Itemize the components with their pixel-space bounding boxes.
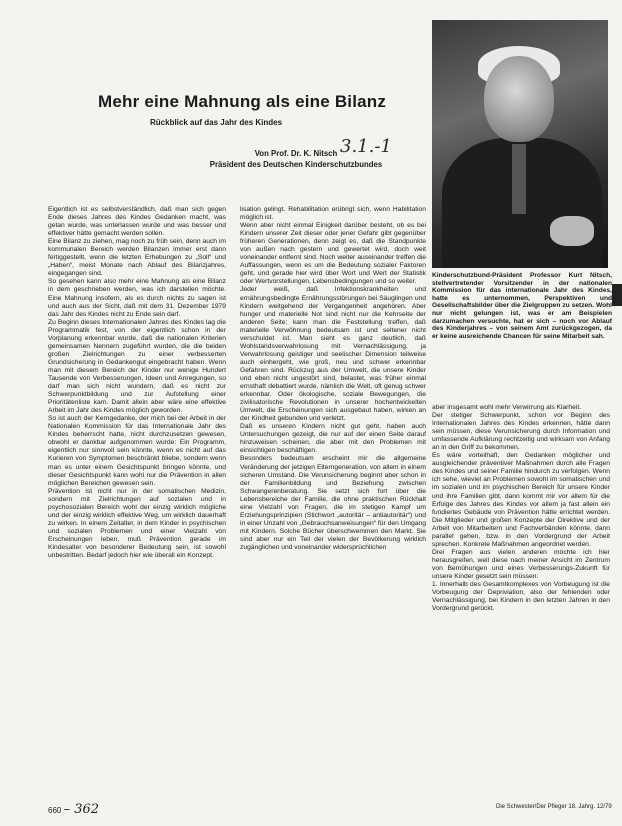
paragraph: Drei Fragen aus vielen anderen möchte ich hier herausgreifen, weil diese nach meiner Ansicht im Zentrum von Bemühungen und eines Verbesserungs-Zukunft für unsere Kinder gesetzt sein müssen: [432,548,610,580]
paragraph: lisation gelingt. Rehabilitation erübrigt sich, wenn Habilitation möglich ist. [240,206,426,222]
photo-head [484,56,554,142]
printed-page-number: 660 [48,806,62,815]
text-column-3 [432,404,610,798]
article-title: Mehr eine Mahnung als eine Bilanz [98,92,387,111]
paragraph: Prävention ist nicht nur in der somatischen Medizin, sondern mit Zielrichtungen auf sozialen und in psychosozialen Bereich wohl der einzig wirklich mögliche und der einzig wirklich effektive Weg, um wirklich dauerhaft zu wirken. In einem Zeitalter, in dem Kinder in psychischen und sozialen Problemen und einer Vielzahl von Erscheinungen leben, muß Prävention gerade im Kindesalter von besonderer Bedeutung sein, ist sowohl unbestritten. Bedarf jedoch hier wie überall ein Konzept. [48,487,226,560]
text-column-1 [48,206,226,800]
page-edge-mark [612,284,622,306]
text-column-2 [240,206,426,800]
paragraph: Eine Bilanz zu ziehen, mag noch zu früh sein, denn auch im kommunalen Bereich werden Bilanzen immer erst dann fertiggestellt, wenn die letzten Erhebungen zu „Soll“ und „Haben“, meist Monate nach Ablauf des Bilanzjahres, eingegangen sind. [48,238,226,278]
paragraph: So gesehen kann also mehr eine Mahnung als eine Bilanz in dem geschrieben werden, was ich darstellen möchte. Eine Mahnung insofern, als es durch nichts zu sagen ist und auch aus der Sicht, daß mit dem 31. Dezember 1979 das Jahr des Kindes nicht zu Ende sein darf. [48,278,226,318]
source-line: Die Schwester/Der Pfleger 18. Jahrg. 12/79 [496,804,612,810]
paragraph: Der stetiger Schwerpunkt, schon vor Beginn des Internationalen Jahres des Kindes erkennen, hätte dann sein müssen, diese Verunsicherung durch Information und umfassende Aufklärung rechtzeitig und wirksam von Anfang an in den Griff zu bekommen. [432,412,610,452]
paragraph: Jeder weiß, daß Infektionskrankheiten und ernährungsbedingte Ernährungsstörungen bei Säuglingen und Kindern weitgehend der Vergangenheit angehören. Aber hunger und materielle Not sind nicht nur die Kehrseite der anderen Seite; kann man die Feststellung treffen, daß materielle Verwöhnung bedeutsam ist und seltener nicht verschuldet ist. Man sieht es ganz deutlich, daß Wohlstandsverwahrlosung mit Vernachlässigung, ja Verwahrlosung geistiger und seelischer Dimension teilweise auch einhergeht, wie groß, neu und schwer erkennbar Gefahren sind. Rückzug aus der Umwelt, die unsere Kinder und eben nicht ungestört sind, belastet, was früher einmal ernsthaft debattiert wurde, nämlich die Welt, oft genug schwer erkennbar. Oder ökologische, soziale Bewegungen, die zivilisatorische Revolutionen in unserer hochentwickelten Umwelt, die Erscheinungen sich ausgebaut haben, wirken an der Kindheit gebunden und verletzt. [240,286,426,423]
paragraph: Zu Beginn dieses Internationalen Jahres des Kindes lag die Programmatik fest, von der eigentlich schon in der Vorplanung erkennbar wurde, daß die nationalen Kriterien gemeinsamen Nennern zugeführt wurden, die die beiden großen Zielrichtungen zu einer verbesserten Grundsicherung in Gedankengut eingebracht haben. Wenn man mit diesem Bereich der Kinder nur wenige Hundert Tausende von Verbesserungen, Ideen und Anregungen, so darf man sich nicht wundern, daß es nicht zur Schwerpunktbildung und zur Aufstellung einer Prioritätenliste kam. Damit allein aber wäre eine effektive Arbeit im Jahr des Kindes möglich geworden. [48,318,226,415]
handwritten-note: 3.1.-1 [340,136,392,157]
paragraph: Daß es unseren Kindern nicht gut geht, haben auch Untersuchungen gezeigt, die nur auf der einen Seite darauf hinzuweisen scheinen, die aber mit den Problemen mit einsichtigen beschäftigen. [240,423,426,455]
paragraph: 1. Innerhalb des Gesamtkomplexes von Vorbeugung ist die Vorbeugung der Depriviation, also der fehlenden oder Vernachlässigung, bei Kindern in den letzten Jahren in den Vordergrund gerückt. [432,581,610,613]
paragraph: Eigentlich ist es selbstverständlich, daß man sich gegen Ende dieses Jahres des Kindes Gedanken macht, was getan wurde, was unterlassen wurde und was besser und effektiver hätte gemacht werden sollen. [48,206,226,238]
photo-hand [550,216,594,246]
paragraph: Besonders bedeutsam erscheint mir die allgemeine Veränderung der jetzigen Elterngeneration, von allem in einem sicheren Umstand. Die Verunsicherung beginnt aber schon in der Familienbildung und Beziehung zwischen Schwangerenberatung. Sie setzt sich fort über die Lebensbereiche der Familie, die ohne praktischen Rückhalt eine Vielzahl von Fragen, die im stetigen Kampf um Erziehungsprinzipien (Stichwort „autoritär – antiautoritär“) und in einer Unzahl von „Gebrauchsanweisungen“ für den Umgang mit Kindern. Solche Bücher überschwemmen den Markt. Sie sind aber nur ein Teil der vielen der Bevölkerung wirklich zugänglichen und voneinander widersprüchlichen [240,455,426,551]
page-number [48,802,99,817]
portrait-photo [432,20,608,268]
paragraph: aber insgesamt wohl mehr Verwirrung als Klarheit. [432,404,582,411]
handwritten-page-value: 362 [74,802,100,817]
paragraph: Wenn aber nicht einmal Einigkeit darüber besteht, ob es bei Kindern unserer Zeit dieser oder jener Gefahr gibt gegenüber früheren Generationen, denn zeigt es, daß die Standpunkte von außen nach gestern und gewertet wird, doch weit voneinander entfernt sind. Noch weiter auseinander treffen die Auffassungen, wenn es um die Bedeutung sozialer Faktoren geht, und gerade hier wird über Wort und Wert der Statistik oder Wertvorstellungen, Lebensbedingungen und so weiter. [240,222,426,286]
photo-caption: Kinderschutzbund-Präsident Professor Kurt Nitsch, stellvertretender Vorsitzender in der nationalen Kommission für das internationale Jahr des Kindes, hatte es unternommen, Perspektiven und Gesellschaftsbilder über die Zielgruppen zu setzen. Wohl nur nicht gelungen ist, was er am Beispielen darzumachen versuchte, hat er sich – noch vor Ablauf des Kinderjahres – von seinem Amt zurückgezogen, da er keine ausreichende Chancen für seine Mitarbeit sah. [432,272,612,340]
author-role: Präsident des Deutschen Kinderschutzbundes [209,160,383,169]
author-name: Von Prof. Dr. K. Nitsch [254,149,338,158]
paragraph: Es wäre vorteilhaft, den Gedanken möglicher und ausgleichender präventiver Maßnahmen durch alle Fragen des Kindes und seiner Familie hindurch zu verfolgen. Wenn ich sehe, wieviel an Problemen sowohl im somatischen und im sozialen und im psychischen Bereich für unsere Kinder und ihre Familien gibt, dann kommt mir vor allem für die Erfolge des Jahres des Kindes vor allem ja fast allein ein fundiertes Gebäude von Prävention hätte errichtet werden. Die Mitglieder und großen Konzepte der Direktive und der Arbeit von Mitarbeitern und Fachverbänden könnte, dann parallel gehen, bzw. in den Vordergrund der Arbeit sprechen. Konkrete Maßnahmen angeordnet werden. [432,452,610,548]
paragraph: So ist auch der Kerngedanke, der mich bei der Arbeit in der Nationalen Kommission für das Internationale Jahr des Kindes beherrscht hatte, nicht durchzusetzen gewesen, obwohl er dankbar aufgenommen wurde: Ein Programm, eigentlich nur sinnvoll sein könnte, wenn es nicht auf das Kurieren von Symptomen beschränkt bliebe, sondern wenn man es unter einem Gesichtspunkt bringen könnte, und dieser Gesichtspunkt kann wohl nur die Prävention in allen möglichen Bereichen gewesen sein. [48,415,226,487]
article-subtitle: Rückblick auf das Jahr des Kindes [150,118,283,127]
photo-tie [512,144,526,214]
handwritten-page-number: – 362 [63,802,100,817]
